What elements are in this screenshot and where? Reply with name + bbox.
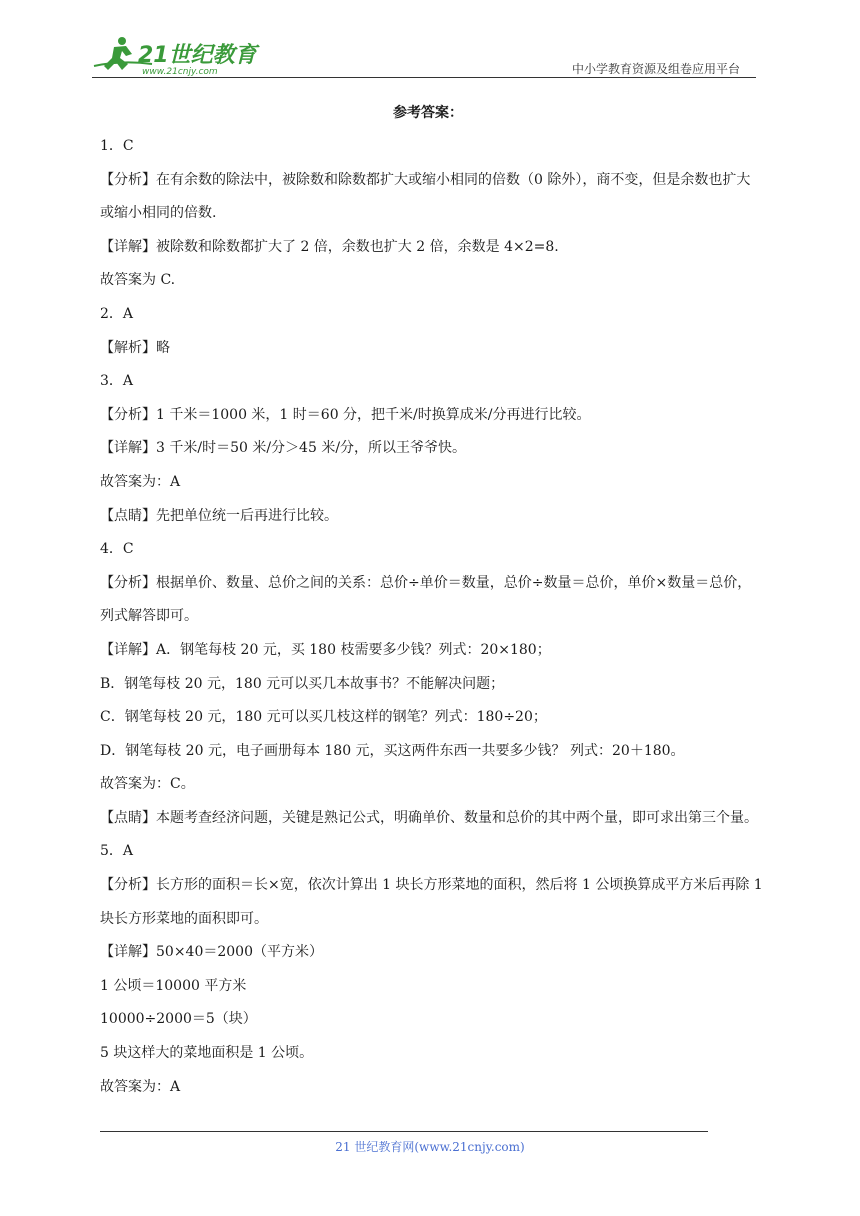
answer-line: 【分析】1 千米＝1000 米，1 时＝60 分，把千米/时换算成米/分再进行比较。 [100,406,591,423]
answer-line: 【详解】被除数和除数都扩大了 2 倍，余数也扩大 2 倍，余数是 4×2=8. [100,238,559,255]
answer-line: 【点睛】本题考查经济问题，关键是熟记公式，明确单价、数量和总价的其中两个量，即可求出第三个量。 [100,809,758,826]
answer-line: B．钢笔每枝 20 元，180 元可以买几本故事书？不能解决问题； [100,675,505,692]
platform-name: 中小学教育资源及组卷应用平台 [572,62,741,76]
answer-line: 故答案为：A [100,473,181,490]
answer-line: 【分析】长方形的面积＝长×宽，依次计算出 1 块长方形菜地的面积，然后将 1 公顷换算成平方米后再除 1 块长方形菜地的面积即可。 [100,877,763,927]
answer-line: 【详解】A．钢笔每枝 20 元，买 180 枝需要多少钱？列式：20×180； [100,641,551,658]
answer-line: 1 公顷＝10000 平方米 [100,977,247,994]
answer-line: 【点睛】先把单位统一后再进行比较。 [100,507,338,524]
answer-content [100,96,764,1104]
answer-line: 10000÷2000＝5（块） [100,1011,257,1028]
answer-line: 5．A [100,843,134,860]
answer-line: D．钢笔每枝 20 元，电子画册每本 180 元，买这两件东西一共要多少钱？ 列式：20＋180。 [100,742,685,759]
answer-line: 2．A [100,305,134,322]
answer-line: 【详解】50×40＝2000（平方米） [100,944,323,961]
answer-line: C．钢笔每枝 20 元，180 元可以买几枝这样的钢笔？列式：180÷20； [100,709,547,726]
answer-line: 故答案为：A [100,1078,181,1095]
footer-link[interactable]: 21 世纪教育网(www.21cnjy.com) [335,1140,525,1154]
answer-line: 3．A [100,373,134,390]
answer-line: 故答案为 C. [100,272,176,289]
answer-line: 4．C [100,541,134,558]
answer-line: 【详解】3 千米/时＝50 米/分＞45 米/分，所以王爷爷快。 [100,440,467,457]
answer-line: 1．C [100,138,134,154]
svg-text:21世纪教育: 21世纪教育 [138,43,257,68]
answer-line: 【解析】略 [100,339,170,356]
answer-line: 【分析】根据单价、数量、总价之间的关系：总价÷单价＝数量，总价÷数量＝总价，单价×数量＝总价，列式解答即可。 [100,574,752,625]
answer-line: 【分析】在有余数的除法中，被除数和除数都扩大或缩小相同的倍数（0 除外），商不变，但是余数也扩大或缩小相同的倍数. [100,171,751,222]
logo [92,34,262,78]
answer-lines [100,130,764,1104]
answer-line: 故答案为：C。 [100,776,195,793]
header-divider [92,77,756,78]
page-header [0,0,860,80]
svg-text:www.21cnjy.com: www.21cnjy.com [142,67,218,77]
footer-divider [100,1131,708,1132]
answer-title: 参考答案： [393,105,463,121]
answer-line: 5 块这样大的菜地面积是 1 公顷。 [100,1045,314,1062]
